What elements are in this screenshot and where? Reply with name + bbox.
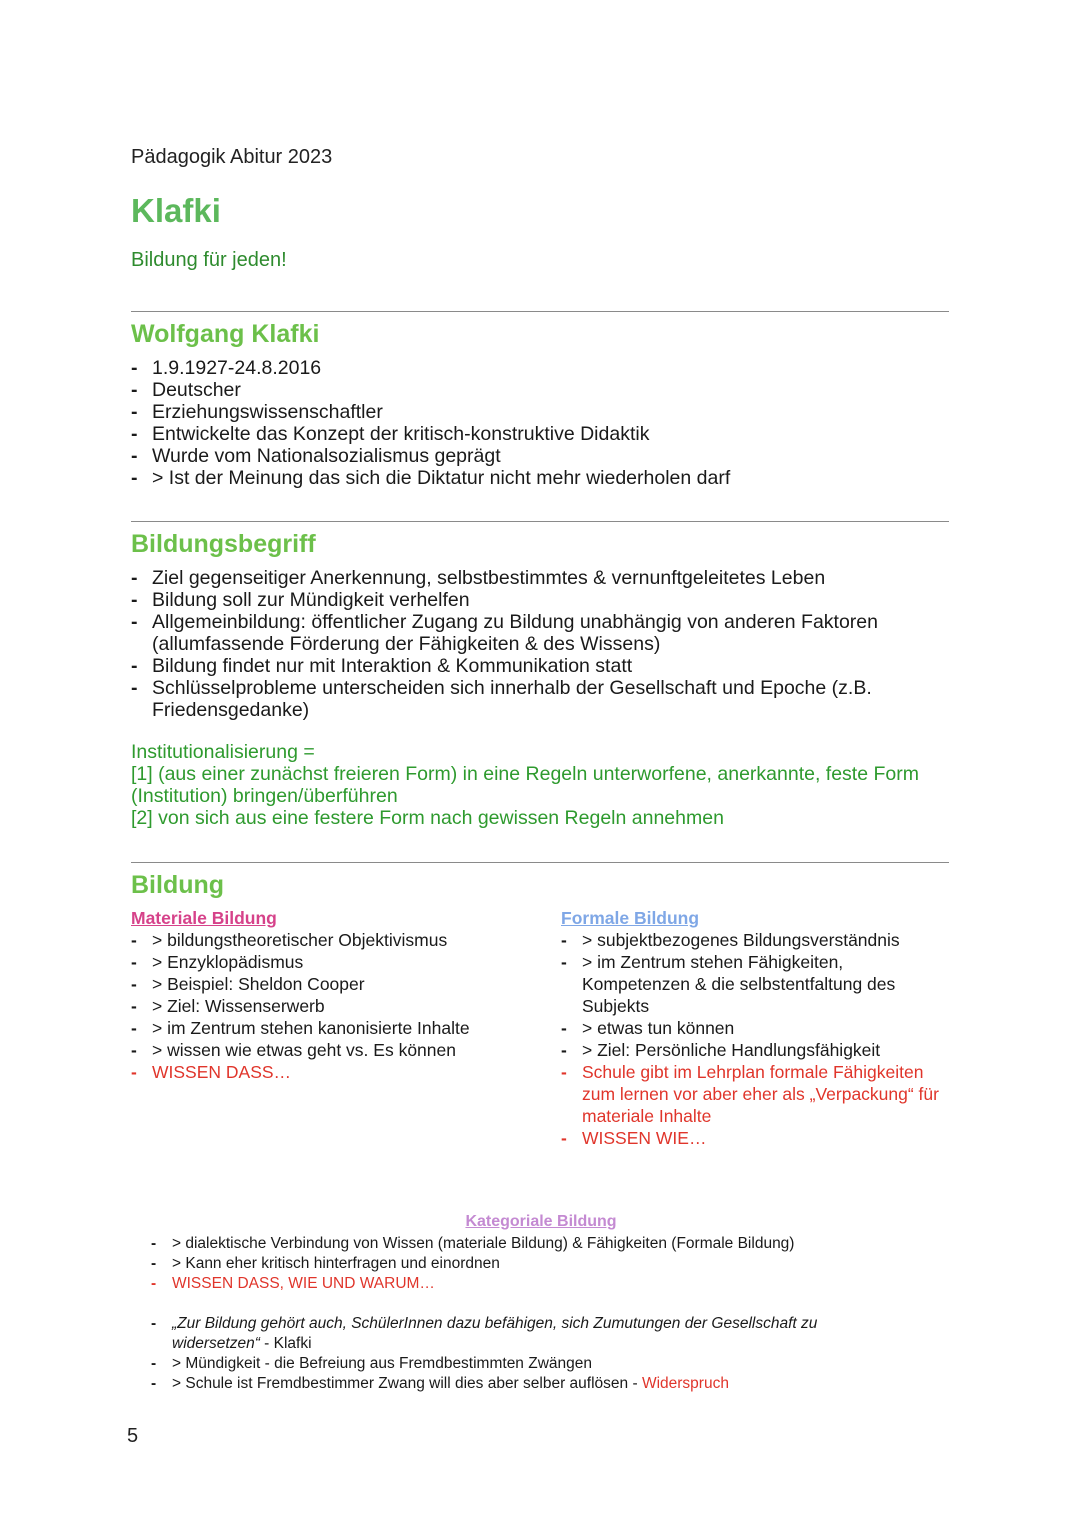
section-heading-bildungsbegriff: Bildungsbegriff: [131, 530, 316, 558]
page-number: 5: [127, 1425, 139, 1447]
definition-line-1: [1] (aus einer zunächst freieren Form) in eine Regeln unterworfene, anerkannte, feste Form (Institution) bringen/überführen: [131, 763, 919, 807]
page-title: Klafki: [131, 192, 221, 229]
list-item: - > subjektbezogenes Bildungsverständnis: [561, 929, 946, 951]
list-item: - > Ziel: Persönliche Handlungsfähigkeit: [561, 1039, 946, 1061]
list-item: - > Ist der Meinung das sich die Diktatur nicht mehr wiederholen darf: [131, 467, 951, 489]
definition-line-2: [2] von sich aus eine festere Form nach gewissen Regeln annehmen: [131, 807, 724, 829]
kategoriale-bildung-heading: Kategoriale Bildung: [465, 1213, 617, 1230]
list-item: - > Mündigkeit - die Befreiung aus Fremdbestimmten Zwängen: [151, 1354, 871, 1374]
section-divider: [131, 521, 949, 522]
subject-line: Pädagogik Abitur 2023: [131, 146, 333, 168]
list-item: - Wurde vom Nationalsozialismus geprägt: [131, 445, 951, 467]
note-highlight: Widerspruch: [641, 1375, 729, 1392]
list-item: - > bildungstheoretischer Objektivismus: [131, 929, 531, 951]
quote-author: - Klafki: [259, 1335, 312, 1352]
tagline: Bildung für jeden!: [131, 249, 287, 271]
section-heading-bildung: Bildung: [131, 871, 225, 899]
list-item: - Bildung soll zur Mündigkeit verhelfen: [131, 589, 921, 611]
list-item: - Schlüsselprobleme unterscheiden sich innerhalb der Gesellschaft und Epoche (z.B. Friedensgedanke): [131, 677, 921, 721]
list-item: - Bildung findet nur mit Interaktion & Kommunikation statt: [131, 655, 921, 677]
formale-list: [561, 929, 946, 1149]
section-divider: [131, 862, 949, 863]
formale-bildung-heading: Formale Bildung: [561, 908, 700, 928]
person-list: [131, 357, 951, 489]
list-item: - Ziel gegenseitiger Anerkennung, selbstbestimmtes & vernunftgeleitetes Leben: [131, 567, 921, 589]
list-item: - > Ziel: Wissenserwerb: [131, 995, 531, 1017]
list-item: - > im Zentrum stehen Fähigkeiten, Kompetenzen & die selbstentfaltung des Subjekts: [561, 951, 946, 1017]
section-divider: [131, 311, 949, 312]
list-item: - > Kann eher kritisch hinterfragen und einordnen: [151, 1254, 931, 1274]
list-item: - > Enzyklopädismus: [131, 951, 531, 973]
definition-term: Institutionalisierung =: [131, 741, 315, 763]
list-item: - > wissen wie etwas geht vs. Es können: [131, 1039, 531, 1061]
definition-block: [131, 741, 951, 829]
bildungsbegriff-list: [131, 567, 921, 721]
list-item: - 1.9.1927-24.8.2016: [131, 357, 951, 379]
note-text: > Schule ist Fremdbestimmer Zwang will dies aber selber auflösen -: [172, 1375, 642, 1392]
quote-text: „Zur Bildung gehört auch, SchülerInnen dazu befähigen, sich Zumutungen der Gesellschaft zu widersetzen“: [172, 1315, 818, 1352]
section-heading-person: Wolfgang Klafki: [131, 320, 320, 348]
materiale-list: [131, 929, 531, 1083]
list-item-quote: [151, 1314, 871, 1354]
notes-list: [151, 1314, 871, 1394]
list-item: - Erziehungswissenschaftler: [131, 401, 951, 423]
kategoriale-list: [151, 1234, 931, 1294]
list-item-highlight: - WISSEN WIE…: [561, 1127, 946, 1149]
list-item-highlight: - WISSEN DASS…: [131, 1061, 531, 1083]
list-item: - > etwas tun können: [561, 1017, 946, 1039]
list-item: - Allgemeinbildung: öffentlicher Zugang zu Bildung unabhängig von anderen Faktoren (allumfassende Förderung der Fähigkeiten & des Wissens): [131, 611, 921, 655]
list-item: [151, 1374, 871, 1394]
list-item: - Deutscher: [131, 379, 951, 401]
list-item: - Entwickelte das Konzept der kritisch-konstruktive Didaktik: [131, 423, 951, 445]
list-item: - > Beispiel: Sheldon Cooper: [131, 973, 531, 995]
materiale-bildung-heading: Materiale Bildung: [131, 908, 277, 928]
list-item: - > im Zentrum stehen kanonisierte Inhalte: [131, 1017, 531, 1039]
list-item-highlight: - WISSEN DASS, WIE UND WARUM…: [151, 1274, 931, 1294]
list-item: - > dialektische Verbindung von Wissen (materiale Bildung) & Fähigkeiten (Formale Bildung): [151, 1234, 931, 1254]
list-item-highlight: - Schule gibt im Lehrplan formale Fähigkeiten zum lernen vor aber eher als „Verpackung“ für materiale Inhalte: [561, 1061, 946, 1127]
